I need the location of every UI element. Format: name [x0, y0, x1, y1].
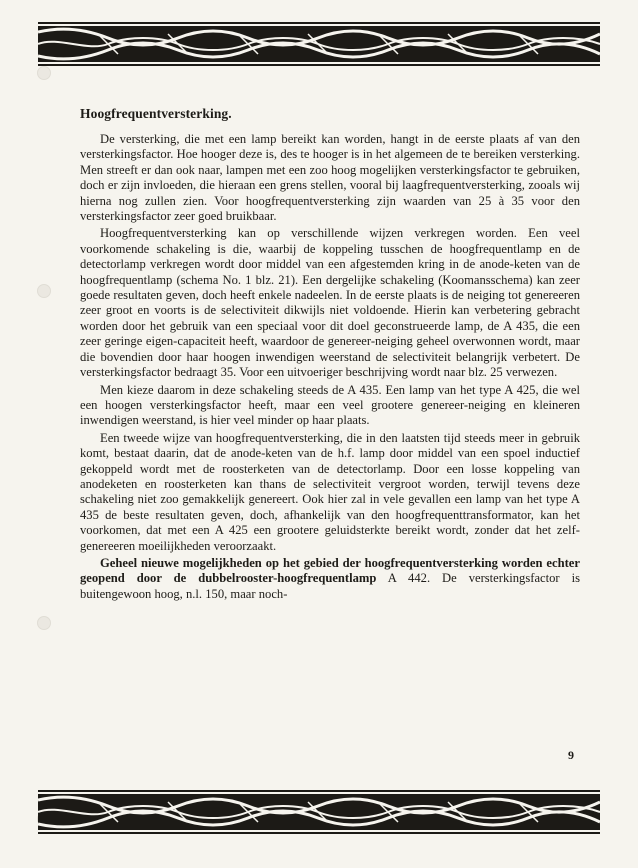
paragraph: Een tweede wijze van hoogfrequentversterking, die in den laatsten tijd steeds meer in gebruik komt, bestaat daarin, dat de anode-keten van de h.f. lamp door middel van een spoel inductief gekoppeld wordt met de roosterketen van de detectorlamp. Door een losse koppeling van anodeketen en roosterketen kan thans de selectiviteit vergroot worden, terwijl tevens deze schakeling niet zoo gemakkelijk genereert. Ook hier zal in vele gevallen een lamp van het type A 435 de beste resultaten geven, doch, afhankelijk van den hoogfrequenttransformator, kan het voorkomen, dat met een A 425 een grootere geluidsterkte bereikt wordt, zonder dat het zelf-genereeren moeilijkheden veroorzaakt.: [80, 430, 580, 553]
section-heading: Hoogfrequentversterking.: [80, 106, 232, 121]
paragraph: [80, 556, 580, 602]
punch-hole: [37, 616, 51, 630]
paragraph-text: A 442. De versterkingsfactor is buitengewoon hoog, n.l. 150, maar noch-: [80, 571, 580, 601]
punch-hole: [37, 66, 51, 80]
decorative-border-bottom: [38, 790, 600, 834]
bold-lead-text: Geheel nieuwe mogelijkheden op het gebied der hoogfrequentversterking worden echter geopend door de dubbelrooster-hoogfrequentlamp: [80, 555, 580, 586]
punch-hole: [37, 284, 51, 298]
paragraph: De versterking, die met een lamp bereikt kan worden, hangt in de eerste plaats af van den versterkingsfactor. Hoe hooger deze is, des te hooger is in het algemeen de te bereiken versterking. Men streeft er dan ook naar, lampen met een zoo hoog mogelijken versterkingsfactor te gebruiken, doch er zijn invloeden, die hieraan een grens stellen, vooral bij laagfrequentversterking, zooals wij hierna nog zullen zien. Voor hoogfrequentversterking zijn waarden van 25 à 35 voor den versterkingsfactor zeer goed bruikbaar.: [80, 132, 580, 224]
paragraph: Hoogfrequentversterking kan op verschillende wijzen verkregen worden. Een veel voorkomende schakeling is die, waarbij de koppeling tusschen de hoogfrequentlamp en de detectorlamp verkregen wordt door middel van een afgestemden kring in de anode-keten van de hoogfrequentlamp (schema No. 1 blz. 21). Een dergelijke schakeling (Koomansschema) kan zeer goede resultaten geven, doch heeft enkele nadeelen. In de eerste plaats is de neiging tot genereeren zeer groot en voorts is de selectiviteit dikwijls niet voldoende. Hierin kan verbetering gebracht worden door het gebruik van een speciaal voor dit doel geconstrueerde lamp, de A 435, die een zeer geringe eigen-capaciteit heeft, waardoor de genereer-neiging geheel overwonnen wordt, maar die bovendien door haar hoogen inwendigen weerstand de selectiviteit belangrijk verbetert. De versterkingsfactor bedraagt 35. Voor een uitvoeriger beschrijving wordt naar blz. 25 verwezen.: [80, 226, 580, 380]
page-content: [80, 106, 580, 604]
decorative-border-top: [38, 22, 600, 66]
page-number: 9: [568, 748, 574, 762]
paragraph: Men kieze daarom in deze schakeling steeds de A 435. Een lamp van het type A 425, die wel een hoogen versterkingsfactor heeft, maar een veel grootere genereer-neiging en kleineren inwendigen weerstand, is hier veel minder op haar plaats.: [80, 382, 580, 428]
